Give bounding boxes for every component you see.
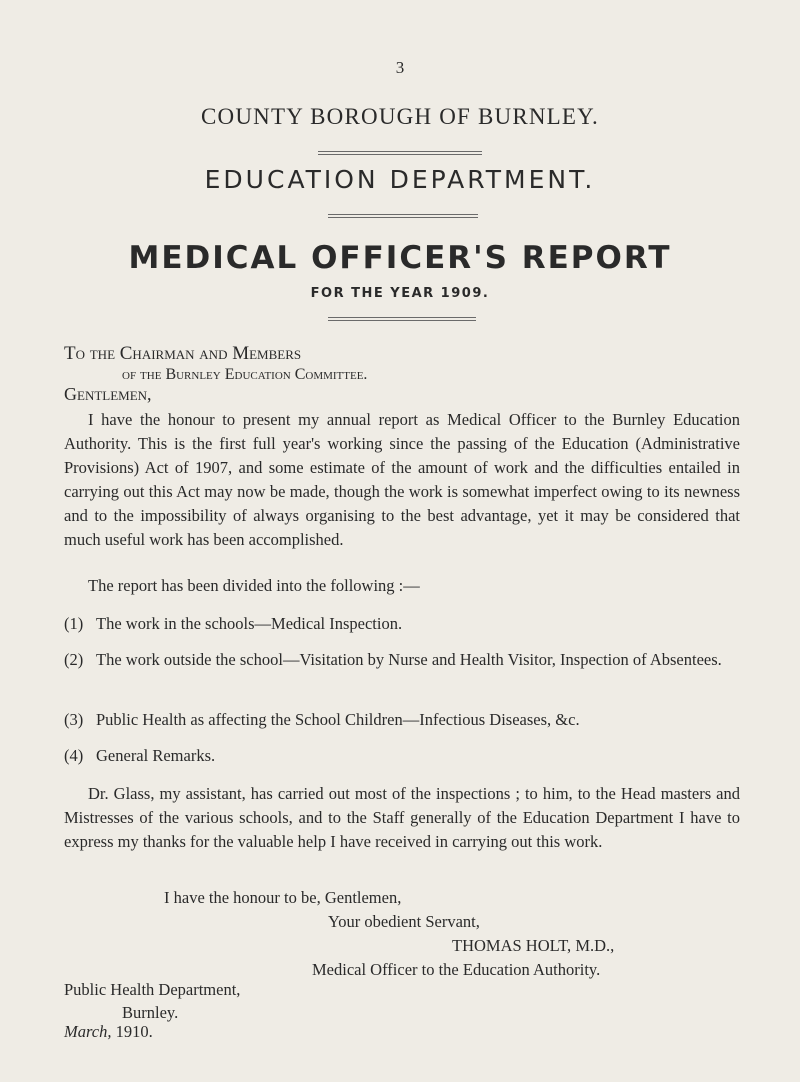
signature-name	[452, 936, 614, 956]
closing-line-2: Your obedient Servant,	[328, 912, 480, 931]
paragraph-intro: I have the honour to present my annual report as Medical Officer to the Burnley Education Authority. This is the first full year's working since the passing of the Education (Administrative Provisions) Act of 1907, and some estimate of the amount of work and the difficulties entailed in carrying out this Act may now be made, though the work is somewhat imperfect owing to its newness and to the impossibility of always organising to the best advantage, yet it may be considered that much useful work has been accomplished.	[64, 410, 740, 549]
date-year: 1910.	[115, 1022, 153, 1041]
signatory-name: THOMAS HOLT,	[452, 936, 572, 955]
divider-rule	[328, 317, 476, 321]
address-line-1: Public Health Department,	[64, 980, 241, 999]
date-month: March,	[64, 1022, 112, 1041]
list-intro: The report has been divided into the following :—	[88, 576, 420, 595]
list-item-number: (2)	[64, 650, 84, 669]
closing-line-1: I have the honour to be, Gentlemen,	[164, 888, 402, 907]
divider-rule	[328, 214, 478, 218]
signatory-degree: M.D.,	[575, 936, 615, 955]
list-item-text: The work outside the school—Visitation by Nurse and Health Visitor, Inspection of Absentees.	[96, 650, 722, 669]
list-item-text: Public Health as affecting the School Children—Infectious Diseases, &c.	[96, 710, 580, 729]
list-item-number: (1)	[64, 614, 84, 633]
salutation-line-1: To the Chairman and Members	[64, 343, 302, 364]
address-date	[64, 1022, 153, 1042]
address-line-2: Burnley.	[122, 1003, 179, 1022]
list-item-number: (3)	[64, 710, 84, 729]
heading-department: EDUCATION DEPARTMENT.	[204, 165, 596, 194]
list-item-number: (4)	[64, 746, 84, 765]
heading-borough: COUNTY BOROUGH OF BURNLEY.	[201, 104, 599, 129]
signatory-title: Medical Officer to the Education Authority.	[312, 960, 601, 979]
heading-year: FOR THE YEAR 1909.	[310, 286, 490, 301]
salutation-line-3: Gentlemen,	[64, 384, 152, 404]
list-item-text: The work in the schools—Medical Inspection.	[96, 614, 403, 633]
divider-rule	[318, 151, 482, 155]
list-item-text: General Remarks.	[96, 746, 216, 765]
salutation-line-2: of the Burnley Education Committee.	[122, 366, 368, 383]
heading-report: MEDICAL OFFICER'S REPORT	[128, 240, 672, 276]
page-number: 3	[395, 58, 405, 77]
paragraph-thanks: Dr. Glass, my assistant, has carried out most of the inspections ; to him, to the Head masters and Mistresses of the various schools, and to the Staff generally of the Education Department I have to express my thanks for the valuable help I have received in carrying out this work.	[64, 784, 740, 851]
